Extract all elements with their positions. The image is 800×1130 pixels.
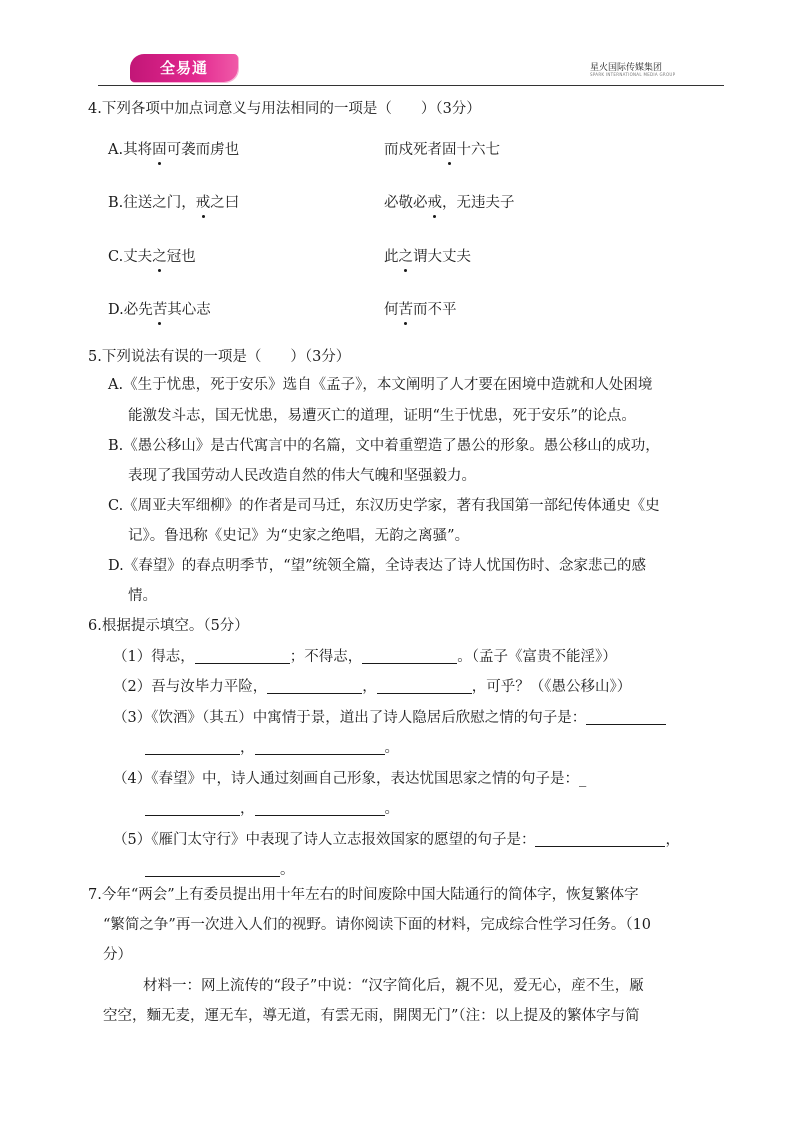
q4-option-a-right: 而戍死者固十六七 [384, 138, 500, 159]
q6-item-5: （5）《雁门太守行》中表现了诗人立志报效国家的愿望的句子是： ， [113, 832, 680, 848]
answer-blank [267, 679, 362, 694]
q5-line: C.《周亚夫军细柳》的作者是司马迁，东汉历史学家，著有我国第一部纪传体通史《史 [108, 498, 660, 514]
answer-blank [145, 740, 240, 755]
answer-blank [195, 649, 290, 664]
company-subtitle: SPARK INTERNATIONAL MEDIA GROUP [590, 72, 676, 77]
q7-line: 7.今年“两会”上有委员提出用十年左右的时间废除中国大陆通行的简体字，恢复繁体字 [88, 887, 639, 903]
q4-option-d-right: 何苦而不平 [384, 298, 457, 319]
answer-blank [535, 832, 665, 847]
page-header [0, 0, 800, 90]
q5-line: 能激发斗志，国无忧患，易遭灭亡的道理，证明“生于忧患，死于安乐”的论点。 [128, 408, 636, 424]
q4-option-b-right: 必敬必戒，无违夫子 [384, 191, 515, 212]
q4-option-d-left: D.必先苦其心志 [108, 298, 211, 319]
q5-line: A.《生于忧患，死于安乐》选自《孟子》，本文阐明了人才要在困境中造就和人处困境 [108, 377, 653, 393]
q4-option-c-right: 此之谓大丈夫 [384, 245, 471, 266]
q4-stem: 4.下列各项中加点词意义与用法相同的一项是（ ）（3分） [88, 101, 481, 117]
header-divider [98, 85, 724, 86]
q4-option-a-left: A.其将固可袭而虏也 [108, 138, 239, 159]
q7-line: 分） [103, 947, 132, 963]
brand-logo [130, 54, 238, 82]
q6-item-4-cont: ， 。 [145, 797, 399, 818]
answer-blank [362, 649, 457, 664]
answer-blank [145, 862, 280, 877]
answer-blank [377, 679, 472, 694]
q7-material-line: 空空，麵无麦，運无车，導无道，有雲无雨，開関无门”（注：以上提及的繁体字与简 [103, 1008, 640, 1024]
q6-item-1: （1）得志， ；不得志， 。（孟子《富贵不能淫》） [113, 649, 617, 665]
answer-blank [255, 801, 385, 816]
q7-material-line: 材料一：网上流传的“段子”中说：“汉字简化后，親不见，爱无心，産不生，厰 [143, 978, 644, 994]
q6-item-3-cont: ， 。 [145, 736, 399, 757]
q5-line: D.《春望》的春点明季节，“望”统领全篇，全诗表达了诗人忧国伤时、念家悲己的感 [108, 558, 647, 574]
q5-stem: 5.下列说法有误的一项是（ ）（3分） [88, 349, 351, 365]
q5-line: 记》。鲁迅称《史记》为“史家之绝唱，无韵之离骚”。 [128, 528, 470, 544]
q6-item-4: （4）《春望》中，诗人通过刻画自己形象，表达忧国思家之情的句子是：_ [113, 771, 587, 787]
company-name: 星火国际传媒集团 [590, 63, 663, 73]
q5-line: 表现了我国劳动人民改造自然的伟大气魄和坚强毅力。 [128, 468, 476, 484]
answer-blank [255, 740, 385, 755]
q4-option-c-left: C.丈夫之冠也 [108, 245, 196, 266]
q6-item-5-cont: 。 [145, 858, 295, 879]
logo-text: 全易通 [159, 59, 208, 77]
q6-stem: 6.根据提示填空。（5分） [88, 618, 249, 634]
q4-option-b-left: B.往送之门，戒之曰 [108, 191, 239, 212]
answer-blank [586, 710, 666, 725]
q7-line: “繁简之争”再一次进入人们的视野。请你阅读下面的材料，完成综合性学习任务。（10 [103, 917, 652, 933]
q5-line: B.《愚公移山》是古代寓言中的名篇，文中着重塑造了愚公的形象。愚公移山的成功， [108, 438, 660, 454]
q6-item-2: （2）吾与汝毕力平险， ， ，可乎？（《愚公移山》） [113, 679, 632, 695]
q5-line: 情。 [128, 588, 157, 604]
answer-blank [145, 801, 240, 816]
q6-item-3: （3）《饮酒》（其五）中寓情于景，道出了诗人隐居后欣慰之情的句子是： [113, 706, 666, 727]
